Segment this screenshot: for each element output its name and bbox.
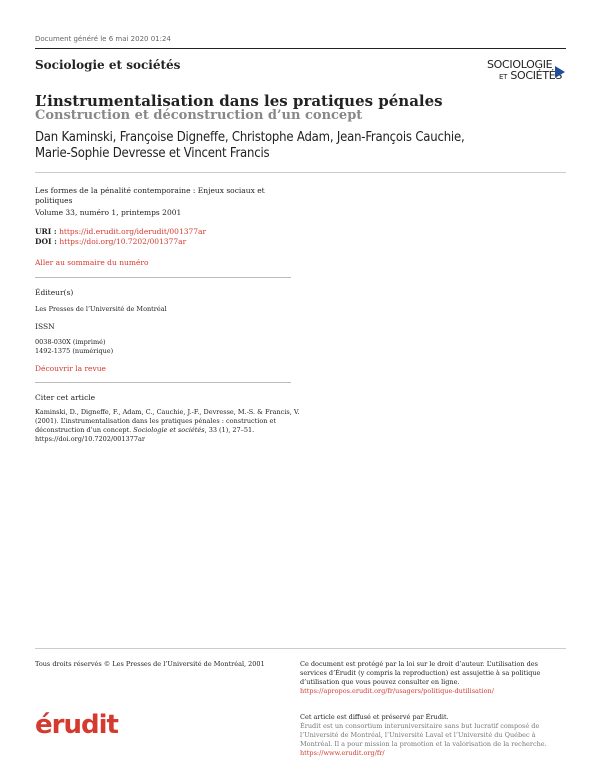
issn-heading: ISSN xyxy=(35,322,55,331)
rights: Tous droits réservés © Les Presses de l’Université de Montréal, 2001 xyxy=(35,660,265,668)
generated-date: Document généré le 6 mai 2020 01:24 xyxy=(35,35,171,43)
summary-link[interactable]: Aller au sommaire du numéro xyxy=(35,258,149,267)
footer-divider xyxy=(35,648,566,649)
erudit-link[interactable]: https://www.erudit.org/fr/ xyxy=(300,749,385,757)
article-title: L’instrumentalisation dans les pratiques pénales xyxy=(35,92,443,110)
policy-link[interactable]: https://apropos.erudit.org/fr/usagers/politique-dutilisation/ xyxy=(300,687,494,695)
article-subtitle: Construction et déconstruction d’un concept xyxy=(35,108,363,123)
divider xyxy=(35,277,291,278)
issn-values: 0038-030X (imprimé) 1492-1375 (numérique) xyxy=(35,338,114,355)
top-divider xyxy=(35,48,566,49)
citation: Kaminski, D., Digneffe, F., Adam, C., Cauchie, J.-F., Devresse, M.-S. & Francis, V. (2001). L’instrumentalisation dans les pratiques pénales : construction et déconstruction d’un concept. Sociologie et sociétés, 33 (1), 27–51. https://doi.org/10.7202/001377ar xyxy=(35,408,300,443)
identifiers: URI : https://id.erudit.org/iderudit/001377ar DOI : https://doi.org/10.7202/001377ar xyxy=(35,227,207,246)
publisher-heading: Éditeur(s) xyxy=(35,288,74,297)
uri-link[interactable]: https://id.erudit.org/iderudit/001377ar xyxy=(59,227,207,236)
logo-line2: ET SOCIÉTÉS xyxy=(499,69,563,82)
issue-info: Les formes de la pénalité contemporaine : Enjeux sociaux et politiques Volume 33, numéro 1, printemps 2001 xyxy=(35,186,265,217)
divider xyxy=(35,382,291,383)
divider xyxy=(35,172,566,173)
doi-link[interactable]: https://doi.org/10.7202/001377ar xyxy=(59,237,187,246)
authors: Dan Kaminski, Françoise Digneffe, Christophe Adam, Jean-François Cauchie, Marie-Sophie Devresse et Vincent Francis xyxy=(35,130,465,161)
erudit-logo[interactable]: érudit xyxy=(35,710,118,740)
journal-name: Sociologie et sociétés xyxy=(35,58,181,72)
journal-logo[interactable] xyxy=(487,58,567,84)
publisher-name: Les Presses de l’Université de Montréal xyxy=(35,305,167,313)
cite-heading: Citer cet article xyxy=(35,393,96,402)
play-arrow-icon xyxy=(555,66,565,78)
logo-line1: SOCIOLOGIE xyxy=(487,58,553,71)
copyright-notice: Ce document est protégé par la loi sur le droit d’auteur. L’utilisation des services d’Érudit (y compris la reproduction) est assujettie à sa politique d’utilisation que vous pouvez consulter en ligne. https://apropos.erudit.org/fr/usagers/politique-dutilisation/ xyxy=(300,660,566,696)
erudit-info: Cet article est diffusé et préservé par Érudit. Érudit est un consortium interuniversitaire sans but lucratif composé de l’Université de Montréal, l’Université Laval et l’Université du Québec à Montréal. Il a pour mission la promotion et la valorisation de la recherche. https://www.erudit.org/fr/ xyxy=(300,713,566,758)
journal-link[interactable]: Découvrir la revue xyxy=(35,364,106,373)
